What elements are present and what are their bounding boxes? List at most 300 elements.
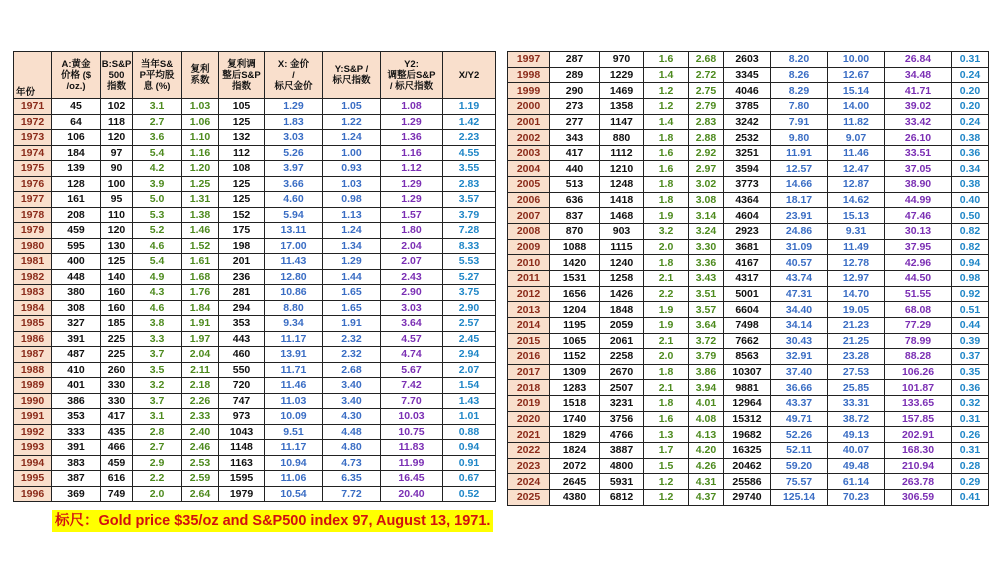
- cell-compound-factor: 1.31: [182, 192, 219, 208]
- table-row: [14, 285, 496, 301]
- cell-y2-value: 210.94: [885, 458, 952, 474]
- cell-gold-price: 1088: [550, 239, 600, 255]
- cell-adjusted-sp: 3251: [724, 145, 771, 161]
- cell-x-value: 7.80: [771, 98, 828, 114]
- cell-gold-price: 459: [52, 223, 101, 239]
- cell-x-value: 47.31: [771, 286, 828, 302]
- cell-adjusted-sp: 7498: [724, 317, 771, 333]
- cell-dividend: 5.3: [133, 207, 182, 223]
- cell-x-value: 23.91: [771, 208, 828, 224]
- cell-adjusted-sp: 443: [219, 331, 265, 347]
- cell-gold-price: 386: [52, 393, 101, 409]
- cell-sp500: 1848: [600, 302, 644, 318]
- table-row: [508, 411, 989, 427]
- cell-x-over-y2: 0.31: [952, 411, 989, 427]
- cell-x-over-y2: 0.40: [952, 192, 989, 208]
- cell-y-value: 70.23: [828, 489, 885, 505]
- cell-x-value: 10.94: [265, 455, 323, 471]
- cell-adjusted-sp: 20462: [724, 458, 771, 474]
- cell-gold-price: 106: [52, 130, 101, 146]
- cell-adjusted-sp: 4317: [724, 270, 771, 286]
- cell-x-over-y2: 0.41: [952, 489, 989, 505]
- cell-dividend: 1.4: [644, 114, 689, 130]
- cell-sp500: 160: [101, 300, 133, 316]
- cell-dividend: 2.1: [644, 333, 689, 349]
- table-row: [14, 223, 496, 239]
- cell-adjusted-sp: 3785: [724, 98, 771, 114]
- cell-dividend: 2.0: [644, 239, 689, 255]
- cell-y-value: 12.67: [828, 67, 885, 83]
- cell-dividend: 1.3: [644, 427, 689, 443]
- cell-sp500: 2061: [600, 333, 644, 349]
- cell-gold-price: 64: [52, 114, 101, 130]
- cell-sp500: 970: [600, 52, 644, 68]
- cell-sp500: 1147: [600, 114, 644, 130]
- cell-year: 2000: [508, 98, 550, 114]
- cell-year: 1990: [14, 393, 52, 409]
- cell-adjusted-sp: 125: [219, 176, 265, 192]
- cell-compound-factor: 1.76: [182, 285, 219, 301]
- cell-compound-factor: 2.59: [182, 471, 219, 487]
- cell-sp500: 4766: [600, 427, 644, 443]
- table-row: [508, 208, 989, 224]
- table-row: [508, 302, 989, 318]
- cell-year: 1999: [508, 83, 550, 99]
- cell-adjusted-sp: 3594: [724, 161, 771, 177]
- cell-x-value: 11.91: [771, 145, 828, 161]
- cell-x-over-y2: 1.54: [443, 378, 496, 394]
- cell-y-value: 2.68: [323, 362, 381, 378]
- cell-y2-value: 51.55: [885, 286, 952, 302]
- cell-year: 2006: [508, 192, 550, 208]
- cell-y-value: 4.48: [323, 424, 381, 440]
- cell-y2-value: 44.99: [885, 192, 952, 208]
- cell-x-over-y2: 0.36: [952, 380, 989, 396]
- cell-x-value: 5.26: [265, 145, 323, 161]
- cell-adjusted-sp: 25586: [724, 474, 771, 490]
- cell-y2-value: 78.99: [885, 333, 952, 349]
- table-row: [508, 177, 989, 193]
- cell-x-over-y2: 2.94: [443, 347, 496, 363]
- header-x-over-y2: X/Y2: [443, 52, 496, 99]
- cell-gold-price: 837: [550, 208, 600, 224]
- cell-adjusted-sp: 2532: [724, 130, 771, 146]
- table-row: [14, 347, 496, 363]
- cell-gold-price: 387: [52, 471, 101, 487]
- cell-dividend: 3.7: [133, 393, 182, 409]
- cell-dividend: 3.8: [133, 316, 182, 332]
- cell-dividend: 1.6: [644, 411, 689, 427]
- cell-x-value: 1.83: [265, 114, 323, 130]
- cell-year: 2014: [508, 317, 550, 333]
- cell-y-value: 14.62: [828, 192, 885, 208]
- cell-y-value: 14.00: [828, 98, 885, 114]
- cell-y-value: 9.07: [828, 130, 885, 146]
- cell-y2-value: 16.45: [381, 471, 443, 487]
- cell-sp500: 2507: [600, 380, 644, 396]
- cell-year: 1980: [14, 238, 52, 254]
- cell-y2-value: 11.99: [381, 455, 443, 471]
- cell-compound-factor: 2.46: [182, 440, 219, 456]
- cell-year: 1988: [14, 362, 52, 378]
- cell-sp500: 90: [101, 161, 133, 177]
- cell-compound-factor: 4.13: [689, 427, 724, 443]
- header-dividend: 当年S& P平均股 息 (%): [133, 52, 182, 99]
- cell-x-over-y2: 2.90: [443, 300, 496, 316]
- cell-x-over-y2: 0.94: [952, 255, 989, 271]
- cell-x-value: 31.09: [771, 239, 828, 255]
- cell-y-value: 1.44: [323, 269, 381, 285]
- cell-gold-price: 383: [52, 455, 101, 471]
- cell-gold-price: 353: [52, 409, 101, 425]
- cell-x-over-y2: 0.37: [952, 349, 989, 365]
- cell-compound-factor: 4.31: [689, 474, 724, 490]
- cell-y2-value: 5.67: [381, 362, 443, 378]
- cell-x-over-y2: 7.28: [443, 223, 496, 239]
- cell-y-value: 0.98: [323, 192, 381, 208]
- cell-compound-factor: 2.18: [182, 378, 219, 394]
- cell-year: 2016: [508, 349, 550, 365]
- cell-y2-value: 7.70: [381, 393, 443, 409]
- cell-compound-factor: 2.64: [182, 486, 219, 502]
- cell-gold-price: 290: [550, 83, 600, 99]
- cell-year: 1986: [14, 331, 52, 347]
- cell-compound-factor: 4.01: [689, 396, 724, 412]
- cell-gold-price: 1065: [550, 333, 600, 349]
- cell-gold-price: 440: [550, 161, 600, 177]
- cell-dividend: 1.4: [644, 67, 689, 83]
- cell-compound-factor: 1.03: [182, 99, 219, 115]
- cell-sp500: 4800: [600, 458, 644, 474]
- cell-y2-value: 33.42: [885, 114, 952, 130]
- cell-y-value: 1.03: [323, 176, 381, 192]
- cell-y-value: 11.82: [828, 114, 885, 130]
- cell-compound-factor: 1.52: [182, 238, 219, 254]
- cell-gold-price: 401: [52, 378, 101, 394]
- table-row: [508, 380, 989, 396]
- cell-dividend: 3.1: [133, 409, 182, 425]
- cell-gold-price: 1309: [550, 364, 600, 380]
- cell-compound-factor: 2.04: [182, 347, 219, 363]
- cell-y2-value: 2.90: [381, 285, 443, 301]
- cell-gold-price: 208: [52, 207, 101, 223]
- cell-gold-price: 45: [52, 99, 101, 115]
- cell-y-value: 15.13: [828, 208, 885, 224]
- cell-dividend: 1.7: [644, 443, 689, 459]
- cell-compound-factor: 1.61: [182, 254, 219, 270]
- cell-compound-factor: 3.36: [689, 255, 724, 271]
- table-row: [508, 52, 989, 68]
- cell-x-value: 8.20: [771, 52, 828, 68]
- cell-year: 1975: [14, 161, 52, 177]
- cell-year: 2012: [508, 286, 550, 302]
- cell-x-over-y2: 0.26: [952, 427, 989, 443]
- cell-sp500: 225: [101, 347, 133, 363]
- cell-compound-factor: 4.08: [689, 411, 724, 427]
- cell-year: 2011: [508, 270, 550, 286]
- cell-x-value: 43.37: [771, 396, 828, 412]
- cell-dividend: 3.1: [133, 99, 182, 115]
- cell-dividend: 1.2: [644, 474, 689, 490]
- cell-x-value: 9.80: [771, 130, 828, 146]
- cell-x-over-y2: 0.50: [952, 208, 989, 224]
- cell-year: 1972: [14, 114, 52, 130]
- cell-y2-value: 306.59: [885, 489, 952, 505]
- cell-y2-value: 26.10: [885, 130, 952, 146]
- footnote-baseline: 标尺：Gold price $35/oz and S&P500 index 97, August 13, 1971.: [52, 510, 493, 532]
- cell-sp500: 1358: [600, 98, 644, 114]
- cell-adjusted-sp: 10307: [724, 364, 771, 380]
- cell-x-value: 8.80: [265, 300, 323, 316]
- cell-gold-price: 595: [52, 238, 101, 254]
- cell-dividend: 1.6: [644, 145, 689, 161]
- cell-y2-value: 4.57: [381, 331, 443, 347]
- table-row: [508, 458, 989, 474]
- cell-gold-price: 2072: [550, 458, 600, 474]
- cell-gold-price: 1152: [550, 349, 600, 365]
- table-row: [508, 270, 989, 286]
- cell-x-value: 34.14: [771, 317, 828, 333]
- cell-gold-price: 343: [550, 130, 600, 146]
- cell-x-over-y2: 2.07: [443, 362, 496, 378]
- cell-compound-factor: 3.43: [689, 270, 724, 286]
- cell-x-value: 17.00: [265, 238, 323, 254]
- cell-dividend: 1.8: [644, 396, 689, 412]
- table-row: [508, 224, 989, 240]
- cell-x-value: 11.43: [265, 254, 323, 270]
- table-row: [14, 424, 496, 440]
- cell-dividend: 5.2: [133, 223, 182, 239]
- cell-year: 2013: [508, 302, 550, 318]
- cell-sp500: 1469: [600, 83, 644, 99]
- cell-compound-factor: 1.46: [182, 223, 219, 239]
- cell-y2-value: 38.90: [885, 177, 952, 193]
- cell-year: 2008: [508, 224, 550, 240]
- cell-year: 1996: [14, 486, 52, 502]
- cell-gold-price: 1518: [550, 396, 600, 412]
- cell-gold-price: 1824: [550, 443, 600, 459]
- cell-dividend: 2.9: [133, 455, 182, 471]
- cell-y2-value: 1.36: [381, 130, 443, 146]
- cell-x-value: 9.34: [265, 316, 323, 332]
- table-row: [14, 130, 496, 146]
- cell-year: 1976: [14, 176, 52, 192]
- cell-dividend: 2.1: [644, 270, 689, 286]
- cell-y2-value: 20.40: [381, 486, 443, 502]
- cell-sp500: 435: [101, 424, 133, 440]
- cell-year: 1993: [14, 440, 52, 456]
- cell-year: 1973: [14, 130, 52, 146]
- cell-dividend: 3.2: [644, 224, 689, 240]
- cell-y-value: 4.73: [323, 455, 381, 471]
- cell-x-value: 11.03: [265, 393, 323, 409]
- cell-x-over-y2: 0.98: [952, 270, 989, 286]
- cell-dividend: 4.6: [133, 300, 182, 316]
- cell-compound-factor: 3.94: [689, 380, 724, 396]
- cell-y2-value: 168.30: [885, 443, 952, 459]
- cell-y-value: 21.25: [828, 333, 885, 349]
- cell-x-value: 10.86: [265, 285, 323, 301]
- cell-x-over-y2: 0.24: [952, 114, 989, 130]
- cell-dividend: 2.2: [133, 471, 182, 487]
- cell-gold-price: 273: [550, 98, 600, 114]
- cell-adjusted-sp: 2923: [724, 224, 771, 240]
- table-row: [14, 145, 496, 161]
- table-row: [508, 114, 989, 130]
- cell-dividend: 2.2: [644, 286, 689, 302]
- cell-sp500: 330: [101, 393, 133, 409]
- cell-gold-price: 1420: [550, 255, 600, 271]
- cell-y-value: 1.91: [323, 316, 381, 332]
- cell-year: 2004: [508, 161, 550, 177]
- cell-compound-factor: 4.20: [689, 443, 724, 459]
- cell-y-value: 1.34: [323, 238, 381, 254]
- cell-sp500: 125: [101, 254, 133, 270]
- table-row: [508, 239, 989, 255]
- cell-year: 2025: [508, 489, 550, 505]
- cell-compound-factor: 4.26: [689, 458, 724, 474]
- cell-x-value: 1.29: [265, 99, 323, 115]
- cell-x-value: 11.46: [265, 378, 323, 394]
- table-row: [508, 98, 989, 114]
- cell-y-value: 9.31: [828, 224, 885, 240]
- table-row: [508, 474, 989, 490]
- cell-y2-value: 106.26: [885, 364, 952, 380]
- table-row: [14, 114, 496, 130]
- cell-x-over-y2: 0.31: [952, 443, 989, 459]
- cell-gold-price: 513: [550, 177, 600, 193]
- cell-x-value: 4.60: [265, 192, 323, 208]
- cell-adjusted-sp: 201: [219, 254, 265, 270]
- cell-adjusted-sp: 1043: [219, 424, 265, 440]
- cell-x-value: 49.71: [771, 411, 828, 427]
- cell-sp500: 466: [101, 440, 133, 456]
- cell-sp500: 140: [101, 269, 133, 285]
- cell-dividend: 1.2: [644, 83, 689, 99]
- cell-compound-factor: 1.68: [182, 269, 219, 285]
- cell-dividend: 1.8: [644, 192, 689, 208]
- cell-y-value: 23.28: [828, 349, 885, 365]
- cell-adjusted-sp: 747: [219, 393, 265, 409]
- cell-sp500: 2258: [600, 349, 644, 365]
- cell-adjusted-sp: 7662: [724, 333, 771, 349]
- table-row: [14, 238, 496, 254]
- cell-x-value: 11.71: [265, 362, 323, 378]
- cell-y-value: 2.32: [323, 347, 381, 363]
- cell-adjusted-sp: 108: [219, 161, 265, 177]
- cell-x-value: 11.17: [265, 331, 323, 347]
- cell-dividend: 1.8: [644, 364, 689, 380]
- cell-adjusted-sp: 125: [219, 114, 265, 130]
- cell-y-value: 1.13: [323, 207, 381, 223]
- cell-dividend: 1.6: [644, 161, 689, 177]
- cell-year: 2007: [508, 208, 550, 224]
- cell-dividend: 4.9: [133, 269, 182, 285]
- cell-x-value: 13.11: [265, 223, 323, 239]
- cell-sp500: 1426: [600, 286, 644, 302]
- cell-dividend: 2.1: [644, 380, 689, 396]
- cell-adjusted-sp: 198: [219, 238, 265, 254]
- cell-y2-value: 202.91: [885, 427, 952, 443]
- cell-y2-value: 88.28: [885, 349, 952, 365]
- cell-x-over-y2: 2.83: [443, 176, 496, 192]
- cell-adjusted-sp: 29740: [724, 489, 771, 505]
- cell-adjusted-sp: 353: [219, 316, 265, 332]
- cell-adjusted-sp: 6604: [724, 302, 771, 318]
- cell-gold-price: 400: [52, 254, 101, 270]
- cell-x-over-y2: 0.34: [952, 161, 989, 177]
- cell-y2-value: 157.85: [885, 411, 952, 427]
- cell-sp500: 1240: [600, 255, 644, 271]
- cell-dividend: 3.3: [133, 331, 182, 347]
- cell-compound-factor: 2.75: [689, 83, 724, 99]
- cell-y-value: 10.00: [828, 52, 885, 68]
- cell-x-over-y2: 1.42: [443, 114, 496, 130]
- cell-dividend: 4.6: [133, 238, 182, 254]
- cell-compound-factor: 1.10: [182, 130, 219, 146]
- cell-adjusted-sp: 3345: [724, 67, 771, 83]
- cell-dividend: 3.7: [133, 347, 182, 363]
- cell-dividend: 3.9: [133, 176, 182, 192]
- cell-y2-value: 34.48: [885, 67, 952, 83]
- cell-year: 1991: [14, 409, 52, 425]
- table-row: [14, 99, 496, 115]
- cell-sp500: 880: [600, 130, 644, 146]
- table-row: [14, 393, 496, 409]
- cell-gold-price: 1204: [550, 302, 600, 318]
- cell-year: 2019: [508, 396, 550, 412]
- table-row: [14, 471, 496, 487]
- cell-year: 2017: [508, 364, 550, 380]
- cell-x-value: 37.40: [771, 364, 828, 380]
- cell-y2-value: 44.50: [885, 270, 952, 286]
- cell-adjusted-sp: 5001: [724, 286, 771, 302]
- table-body-right: [508, 52, 989, 506]
- cell-compound-factor: 3.64: [689, 317, 724, 333]
- table-row: [14, 300, 496, 316]
- cell-x-over-y2: 3.79: [443, 207, 496, 223]
- cell-compound-factor: 2.97: [689, 161, 724, 177]
- data-table-right: [507, 51, 989, 506]
- cell-compound-factor: 2.40: [182, 424, 219, 440]
- table-row: [14, 176, 496, 192]
- cell-adjusted-sp: 112: [219, 145, 265, 161]
- cell-y-value: 15.14: [828, 83, 885, 99]
- cell-compound-factor: 3.14: [689, 208, 724, 224]
- cell-year: 2005: [508, 177, 550, 193]
- cell-x-value: 3.66: [265, 176, 323, 192]
- cell-y-value: 4.30: [323, 409, 381, 425]
- cell-year: 2009: [508, 239, 550, 255]
- cell-y-value: 61.14: [828, 474, 885, 490]
- cell-x-value: 11.17: [265, 440, 323, 456]
- cell-compound-factor: 3.08: [689, 192, 724, 208]
- cell-sp500: 118: [101, 114, 133, 130]
- cell-compound-factor: 2.26: [182, 393, 219, 409]
- cell-y-value: 2.32: [323, 331, 381, 347]
- table-row: [508, 396, 989, 412]
- cell-x-over-y2: 2.45: [443, 331, 496, 347]
- cell-dividend: 1.9: [644, 317, 689, 333]
- cell-adjusted-sp: 1595: [219, 471, 265, 487]
- cell-compound-factor: 3.72: [689, 333, 724, 349]
- table-row: [14, 161, 496, 177]
- cell-sp500: 3887: [600, 443, 644, 459]
- cell-dividend: 2.0: [133, 486, 182, 502]
- cell-gold-price: 1740: [550, 411, 600, 427]
- cell-x-value: 11.06: [265, 471, 323, 487]
- cell-x-over-y2: 0.36: [952, 145, 989, 161]
